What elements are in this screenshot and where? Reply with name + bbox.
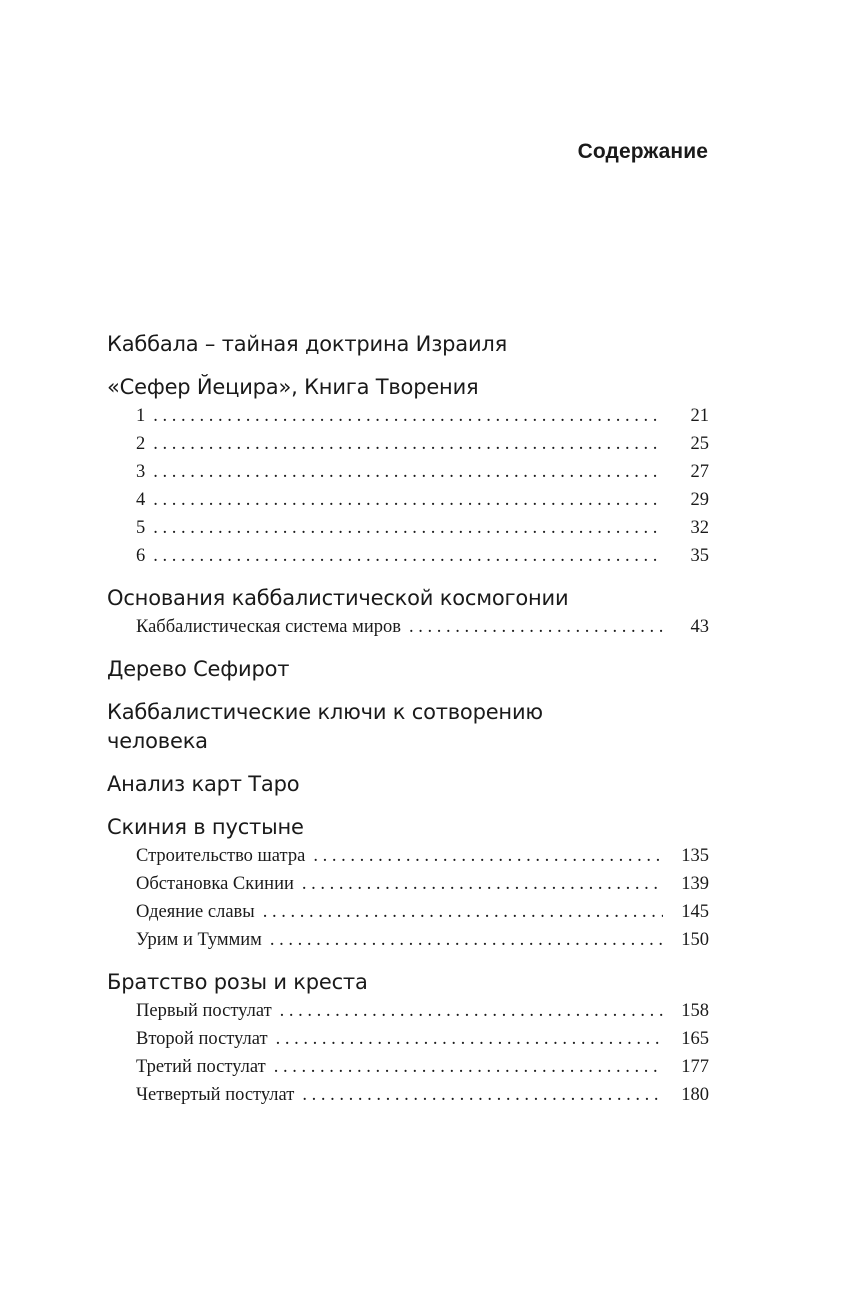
section-title[interactable]: «Сефер Йецира», Книга Творения	[107, 375, 479, 399]
toc-entry[interactable]	[136, 926, 709, 954]
toc-entry-label: 4	[136, 490, 146, 510]
toc-entry[interactable]	[136, 542, 709, 570]
dot-leader	[280, 997, 663, 1025]
toc-entry-label: Обстановка Скинии	[136, 874, 294, 894]
section-title[interactable]: Каббалистические ключи к сотворению человека	[107, 700, 543, 753]
toc-entry[interactable]	[136, 898, 709, 926]
toc-entry-list	[107, 842, 709, 954]
table-of-contents	[107, 330, 709, 1123]
toc-entry-page-number: 139	[681, 874, 709, 894]
dot-leader	[409, 613, 663, 641]
section-title[interactable]: Основания каббалистической космогонии	[107, 586, 569, 610]
toc-entry-page-number: 35	[690, 546, 709, 566]
toc-entry-label: Четвертый постулат	[136, 1085, 295, 1105]
toc-entry-label: 6	[136, 546, 146, 566]
toc-entry-label: 5	[136, 518, 146, 538]
toc-section	[107, 813, 709, 954]
toc-entry[interactable]	[136, 514, 709, 542]
toc-section	[107, 330, 709, 359]
toc-entry[interactable]	[136, 997, 709, 1025]
toc-entry[interactable]	[136, 458, 709, 486]
toc-entry-label: Урим и Туммим	[136, 930, 262, 950]
toc-entry[interactable]	[136, 870, 709, 898]
toc-section	[107, 373, 709, 570]
toc-entry-list	[107, 997, 709, 1109]
toc-section	[107, 698, 709, 756]
toc-entry[interactable]	[136, 430, 709, 458]
toc-section	[107, 770, 709, 799]
toc-entry[interactable]	[136, 842, 709, 870]
dot-leader	[153, 402, 663, 430]
dot-leader	[153, 458, 663, 486]
toc-entry[interactable]	[136, 613, 709, 641]
toc-entry[interactable]	[136, 486, 709, 514]
toc-entry-page-number: 180	[681, 1085, 709, 1105]
toc-entry-page-number: 21	[690, 406, 709, 426]
toc-entry-label: Первый постулат	[136, 1001, 272, 1021]
dot-leader	[153, 486, 663, 514]
dot-leader	[153, 542, 663, 570]
toc-entry-list	[107, 402, 709, 570]
dot-leader	[274, 1053, 663, 1081]
page-title: Содержание	[577, 140, 708, 163]
section-title[interactable]: Братство розы и креста	[107, 970, 368, 994]
toc-entry[interactable]	[136, 1025, 709, 1053]
toc-section	[107, 584, 709, 641]
toc-entry-page-number: 43	[690, 617, 709, 637]
dot-leader	[313, 842, 663, 870]
toc-entry-page-number: 177	[681, 1057, 709, 1077]
toc-entry-label: Третий постулат	[136, 1057, 266, 1077]
toc-entry-label: 1	[136, 406, 146, 426]
toc-entry[interactable]	[136, 1081, 709, 1109]
toc-entry-page-number: 135	[681, 846, 709, 866]
toc-entry-label: 3	[136, 462, 146, 482]
section-title[interactable]: Анализ карт Таро	[107, 772, 300, 796]
toc-entry-label: Второй постулат	[136, 1029, 268, 1049]
toc-section	[107, 968, 709, 1109]
toc-entry-page-number: 165	[681, 1029, 709, 1049]
toc-entry-page-number: 32	[690, 518, 709, 538]
dot-leader	[302, 870, 663, 898]
toc-entry-page-number: 25	[690, 434, 709, 454]
section-title[interactable]: Каббала – тайная доктрина Израиля	[107, 332, 508, 356]
dot-leader	[302, 1081, 663, 1109]
toc-entry-page-number: 27	[690, 462, 709, 482]
toc-entry-label: Строительство шатра	[136, 846, 306, 866]
toc-entry[interactable]	[136, 1053, 709, 1081]
toc-entry-page-number: 145	[681, 902, 709, 922]
dot-leader	[263, 898, 663, 926]
toc-entry-label: 2	[136, 434, 146, 454]
dot-leader	[153, 430, 663, 458]
dot-leader	[270, 926, 663, 954]
dot-leader	[153, 514, 663, 542]
toc-entry-label: Одеяние славы	[136, 902, 255, 922]
toc-section	[107, 655, 709, 684]
toc-entry-page-number: 29	[690, 490, 709, 510]
toc-entry-page-number: 158	[681, 1001, 709, 1021]
section-title[interactable]: Дерево Сефирот	[107, 657, 290, 681]
toc-entry-label: Каббалистическая система миров	[136, 617, 401, 637]
section-title[interactable]: Скиния в пустыне	[107, 815, 304, 839]
toc-entry[interactable]	[136, 402, 709, 430]
dot-leader	[276, 1025, 663, 1053]
toc-entry-list	[107, 613, 709, 641]
toc-entry-page-number: 150	[681, 930, 709, 950]
